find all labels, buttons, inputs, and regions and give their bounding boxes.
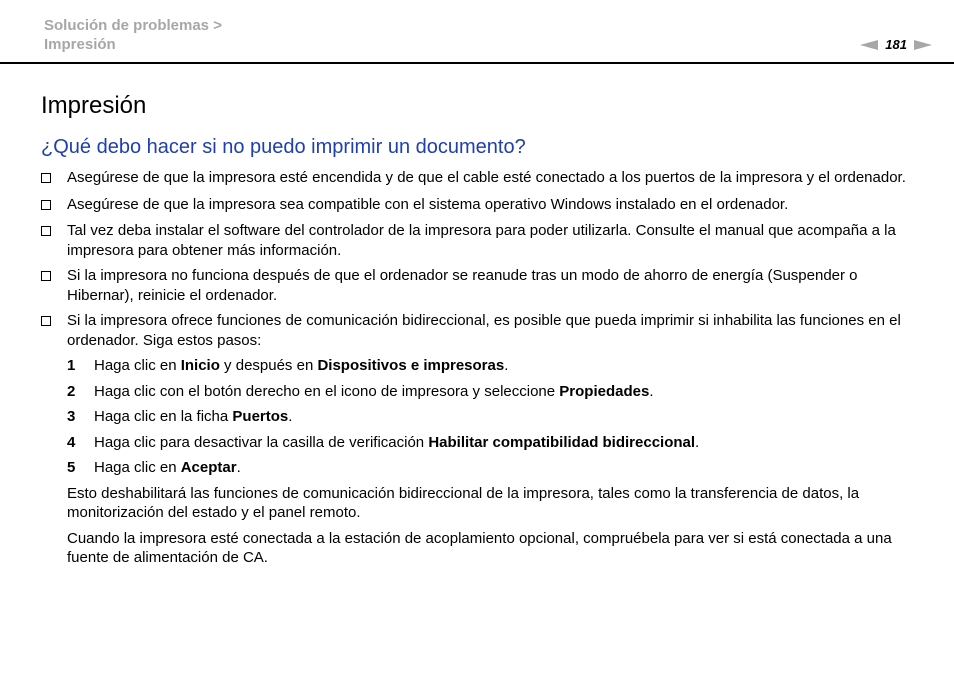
next-page-arrow-icon[interactable] — [914, 40, 932, 50]
step-number: 2 — [67, 382, 76, 400]
list-item-text: Si la impresora ofrece funciones de comunicación bidireccional, es posible que pueda imprimir si inhabilita las funciones en el ordenador. Siga estos pasos: — [67, 312, 901, 349]
list-item-text: Asegúrese de que la impresora sea compatible con el sistema operativo Windows instalado en el ordenador. — [67, 195, 789, 213]
checkbox-bullet-icon — [41, 173, 51, 183]
list-item — [41, 311, 916, 350]
step-keyword: Habilitar compatibilidad bidireccional — [428, 433, 696, 451]
step-item: 4 Haga clic para desactivar la casilla de verificación Habilitar compatibilidad bidireccional. — [67, 433, 700, 451]
step-item: 3 Haga clic en la ficha Puertos. — [67, 408, 293, 425]
list-item — [41, 221, 916, 260]
previous-page-arrow-icon[interactable] — [860, 40, 878, 50]
list-item-text: Si la impresora no funciona después de que el ordenador se reanude tras un modo de ahorro de energía (Suspender o Hibernar), reinicie el ordenador. — [67, 267, 858, 304]
list-item — [41, 195, 916, 216]
list-item — [41, 168, 916, 189]
page-number: 181 — [885, 37, 907, 52]
step-keyword: Aceptar — [180, 459, 237, 476]
step-item: 5 Haga clic en Aceptar. — [67, 459, 241, 476]
checkbox-bullet-icon — [41, 316, 51, 326]
list-item-text: Tal vez deba instalar el software del controlador de la impresora para poder utilizarla. Consulte el manual que acompaña a la impresora para obtener más información. — [67, 222, 896, 259]
steps-list — [67, 356, 916, 478]
step-keyword: Propiedades — [559, 382, 650, 400]
section-heading: ¿Qué debo hacer si no puedo imprimir un documento? — [41, 136, 526, 158]
content-body — [41, 168, 916, 574]
step-number: 1 — [67, 357, 76, 374]
step-item: 2 Haga clic con el botón derecho en el icono de impresora y seleccione Propiedades. — [67, 382, 654, 400]
step-keyword: Puertos — [232, 408, 289, 425]
step-number: 4 — [67, 433, 76, 451]
header-divider — [0, 62, 954, 64]
list-item-text: Asegúrese de que la impresora esté encendida y de que el cable esté conectado a los puertos de la impresora y el ordenador. — [67, 169, 906, 186]
breadcrumb-current: Impresión — [44, 36, 116, 53]
breadcrumb — [44, 16, 222, 54]
checkbox-bullet-icon — [41, 271, 51, 281]
note-paragraph: Esto deshabilitará las funciones de comunicación bidireccional de la impresora, tales como la transferencia de datos, la monitorización del estado y el panel remoto. — [67, 484, 860, 521]
step-number: 3 — [67, 408, 76, 425]
checkbox-bullet-icon — [41, 200, 51, 210]
step-item: 1 Haga clic en Inicio y después en Dispositivos e impresoras. — [67, 357, 509, 374]
page-navigation — [860, 37, 932, 52]
step-number: 5 — [67, 459, 76, 476]
list-item — [41, 266, 916, 305]
page-title: Impresión — [41, 92, 147, 119]
step-keyword: Inicio — [180, 357, 220, 374]
checkbox-bullet-icon — [41, 226, 51, 236]
breadcrumb-parent[interactable]: Solución de problemas > — [44, 17, 222, 34]
note-paragraph: Cuando la impresora esté conectada a la estación de acoplamiento opcional, compruébela para ver si está conectada a una fuente de alimentación de CA. — [67, 529, 892, 566]
step-keyword: Dispositivos e impresoras — [317, 357, 505, 374]
